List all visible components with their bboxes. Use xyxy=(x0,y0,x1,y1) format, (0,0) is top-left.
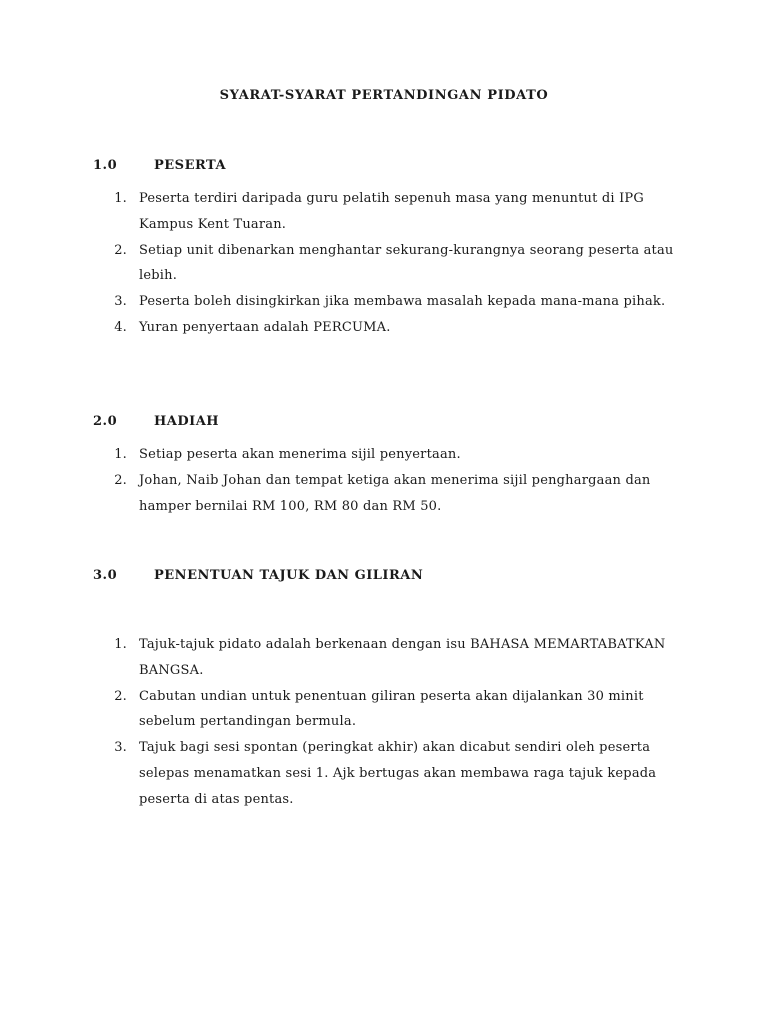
item-number: 2. xyxy=(114,688,127,704)
section-heading xyxy=(93,566,693,586)
item-text: Peserta boleh disingkirkan jika membawa masalah kepada mana-mana pihak. xyxy=(139,294,666,310)
item-list xyxy=(93,632,693,813)
list-item xyxy=(93,442,693,468)
item-number: 2. xyxy=(114,472,127,488)
item-text: Yuran penyertaan adalah PERCUMA. xyxy=(139,319,391,335)
item-number: 3. xyxy=(114,740,127,756)
section-number: 1.0 xyxy=(93,158,118,173)
item-number: 1. xyxy=(114,191,127,206)
section-number: 2.0 xyxy=(93,414,118,429)
list-item xyxy=(93,289,693,315)
item-number: 3. xyxy=(114,294,127,310)
section-number: 3.0 xyxy=(93,568,118,583)
item-text: Cabutan undian untuk penentuan giliran peserta akan dijalankan 30 minit sebelum pertandingan bermula. xyxy=(139,688,644,730)
item-text: Tajuk-tajuk pidato adalah berkenaan dengan isu BAHASA MEMARTABATKAN BANGSA. xyxy=(139,637,666,678)
document-title: SYARAT-SYARAT PERTANDINGAN PIDATO xyxy=(219,88,549,103)
list-item xyxy=(93,238,693,290)
section-hadiah xyxy=(93,412,693,519)
list-item xyxy=(93,186,693,238)
item-number: 4. xyxy=(114,319,127,335)
item-number: 1. xyxy=(114,637,127,652)
section-penentuan-tajuk xyxy=(93,566,693,813)
item-list xyxy=(93,442,693,519)
section-title: PENENTUAN TAJUK DAN GILIRAN xyxy=(154,568,424,583)
list-item xyxy=(93,684,693,736)
list-item xyxy=(93,632,693,684)
section-heading xyxy=(93,156,693,176)
item-text: Johan, Naib Johan dan tempat ketiga akan menerima sijil penghargaan dan hamper bernilai RM 100, RM 80 dan RM 50. xyxy=(139,472,651,514)
item-text: Tajuk bagi sesi spontan (peringkat akhir) akan dicabut sendiri oleh peserta selepas menamatkan sesi 1. Ajk bertugas akan membawa raga tajuk kepada peserta di atas pentas. xyxy=(139,740,657,807)
list-item xyxy=(93,735,693,812)
section-title: PESERTA xyxy=(154,158,227,173)
item-number: 2. xyxy=(114,242,127,258)
item-list xyxy=(93,186,693,341)
item-text: Setiap peserta akan menerima sijil penyertaan. xyxy=(139,447,461,462)
list-item xyxy=(93,315,693,341)
list-item xyxy=(93,468,693,520)
section-heading xyxy=(93,412,693,432)
item-text: Peserta terdiri daripada guru pelatih sepenuh masa yang menuntut di IPG Kampus Kent Tuaran. xyxy=(139,191,644,232)
section-title: HADIAH xyxy=(154,414,220,429)
item-text: Setiap unit dibenarkan menghantar sekurang-kurangnya seorang peserta atau lebih. xyxy=(139,242,674,284)
item-number: 1. xyxy=(114,447,127,462)
section-peserta xyxy=(93,156,693,341)
